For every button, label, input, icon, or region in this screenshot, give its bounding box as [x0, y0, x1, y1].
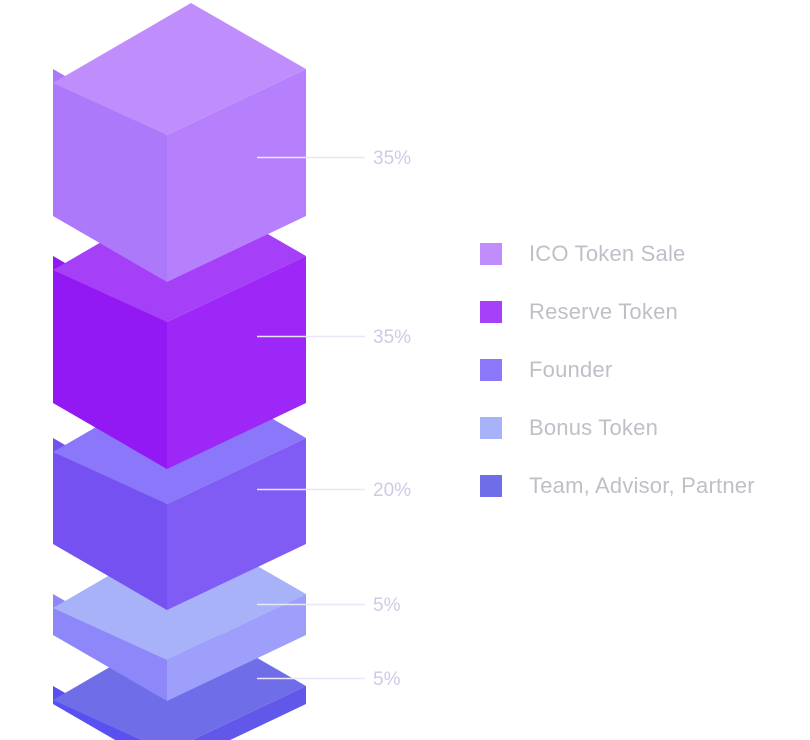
blocks-group [53, 3, 306, 740]
legend-label: Reserve Token [529, 299, 678, 324]
value-label-2: 35% [373, 327, 412, 348]
value-labels-group [373, 148, 411, 690]
legend-item-2 [480, 298, 755, 356]
legend-label: Founder [529, 357, 613, 382]
legend-label: Team, Advisor, Partner [529, 473, 755, 498]
legend-swatch [480, 359, 502, 381]
legend-swatch [480, 475, 502, 497]
legend-item-4 [480, 414, 755, 472]
legend-swatch [480, 243, 502, 265]
value-label-5: 5% [373, 669, 401, 690]
legend-item-3 [480, 356, 755, 414]
value-label-1: 35% [373, 148, 412, 169]
legend-item-5 [480, 472, 755, 530]
legend-swatch [480, 301, 502, 323]
legend-label: ICO Token Sale [529, 241, 686, 266]
value-label-3: 20% [373, 480, 412, 501]
legend-label: Bonus Token [529, 415, 659, 440]
value-label-4: 5% [373, 595, 401, 616]
legend-item-1 [480, 240, 755, 298]
legend-swatch [480, 417, 502, 439]
legend [480, 240, 755, 530]
